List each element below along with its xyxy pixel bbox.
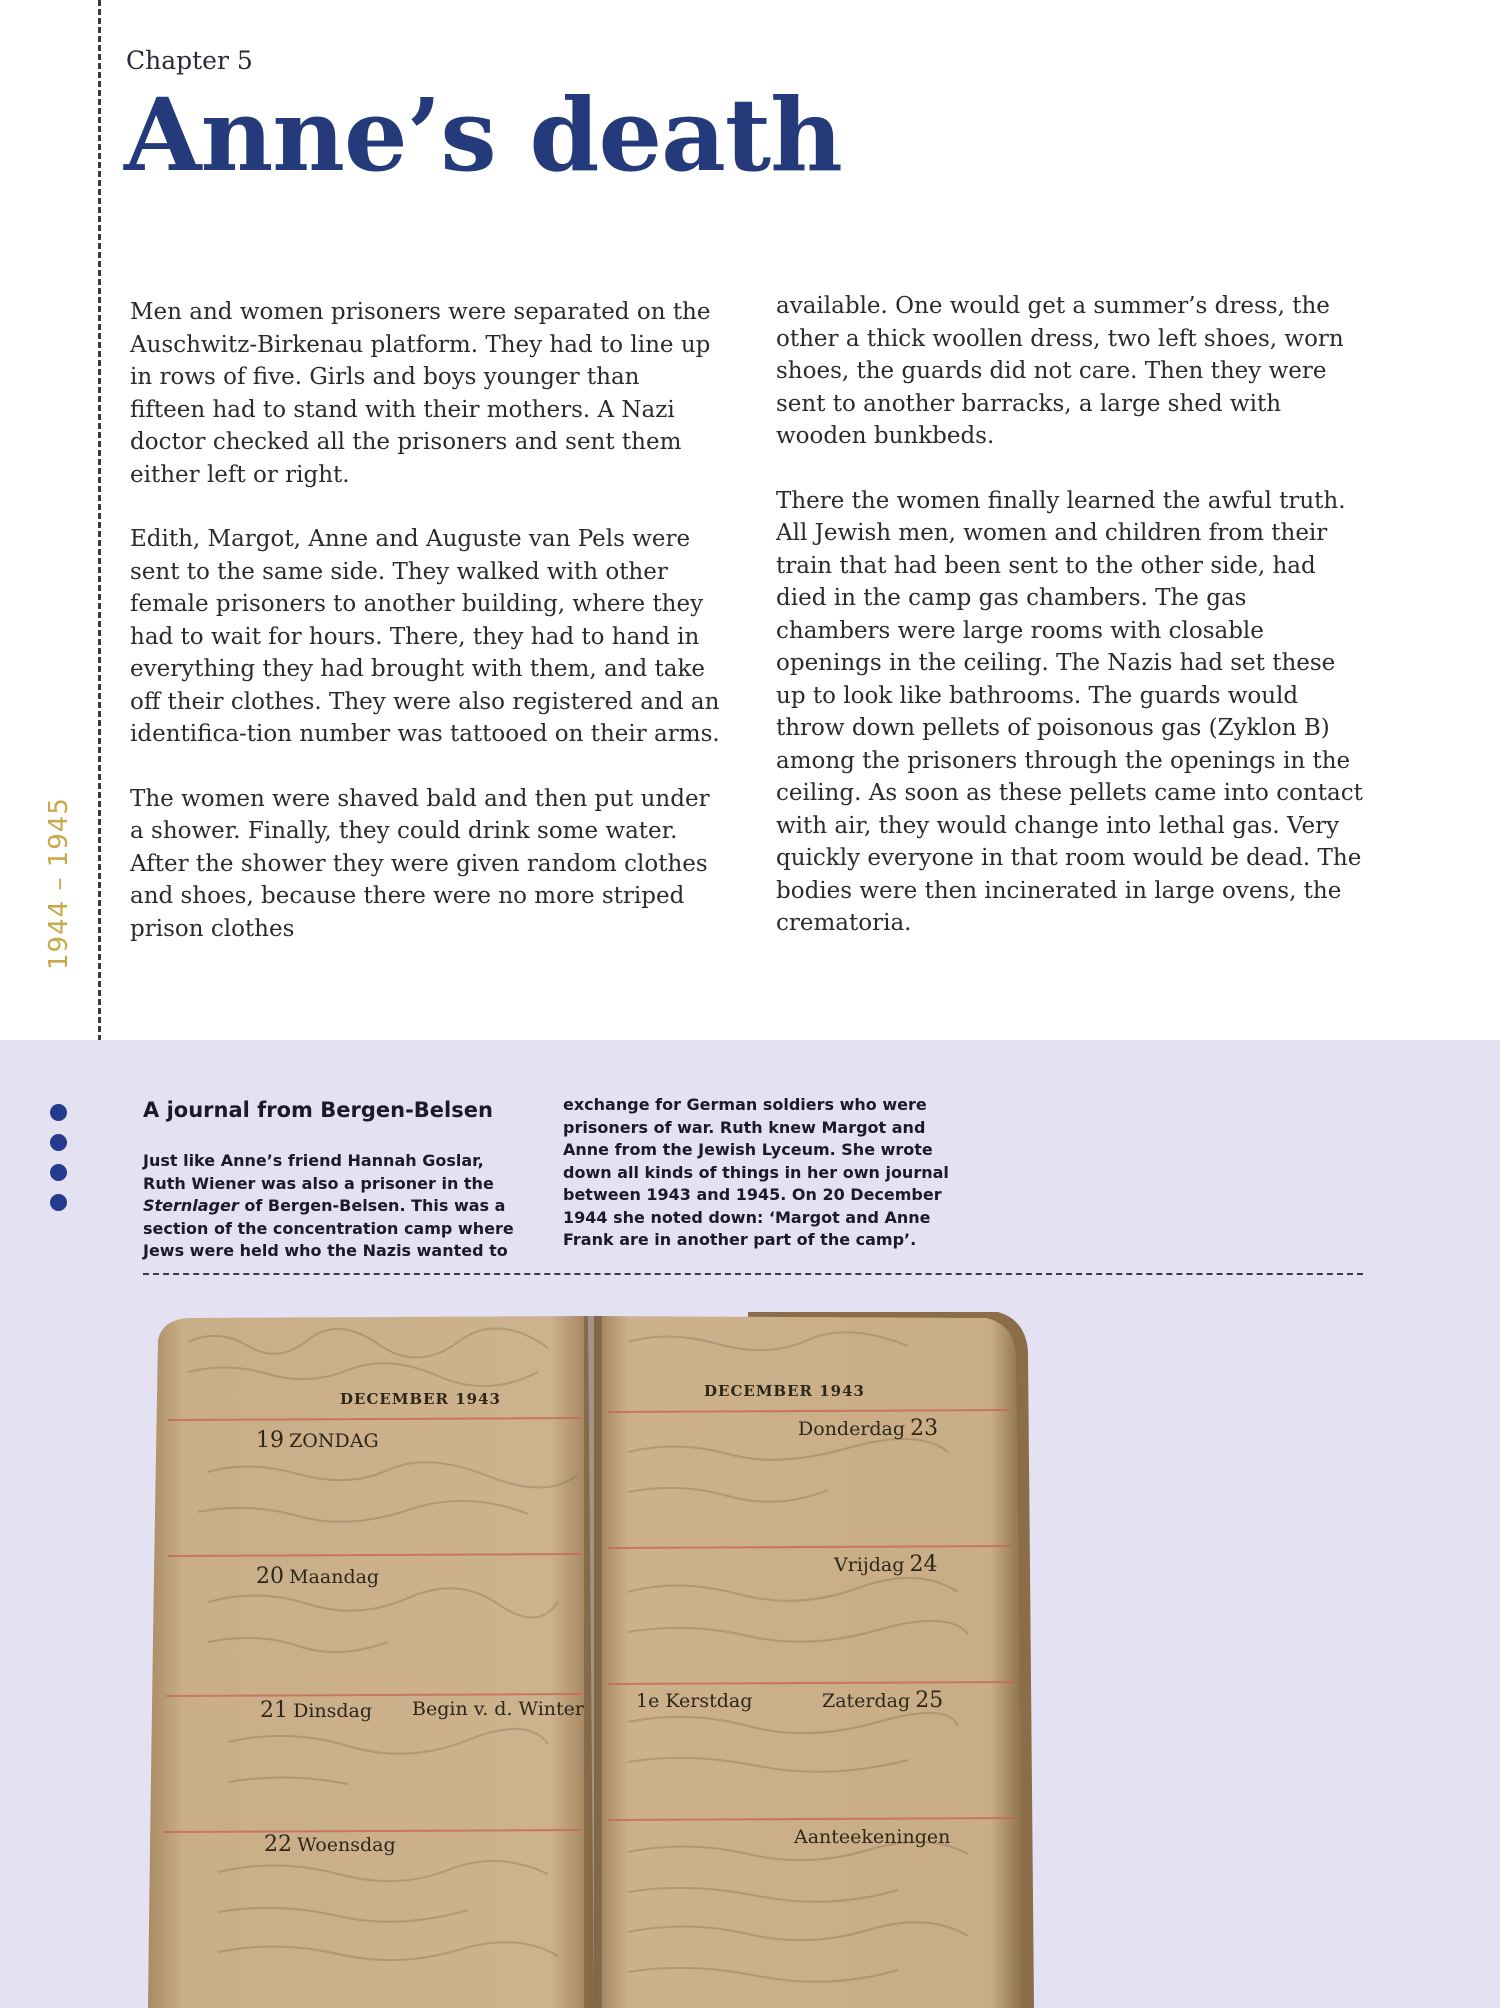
diary-day-entry	[256, 1564, 379, 1589]
diary-day-name: Woensdag	[297, 1834, 396, 1856]
diary-right-header: DECEMBER 1943	[704, 1382, 865, 1400]
chapter-label: Chapter 5	[126, 46, 253, 75]
diary-day-name: Zaterdag	[822, 1690, 911, 1712]
journal-text-part: of Bergen-Belsen. This was a section of the concentration camp where Jews were held who the Nazis wanted to	[143, 1196, 514, 1260]
journal-text-right	[563, 1094, 963, 1252]
dot-icon	[50, 1194, 67, 1211]
diary-day-number: 23	[910, 1416, 939, 1441]
diary-day-entry	[260, 1698, 372, 1723]
diary-day-note: 1e Kerstdag	[636, 1690, 753, 1712]
paragraph: The women were shaved bald and then put under a shower. Finally, they could drink some water. After the shower they were given random clothes and shoes, because there were no more striped prison clothes	[130, 785, 710, 942]
diary-day-name: Dinsdag	[293, 1700, 373, 1722]
body-column-left	[130, 296, 720, 977]
panel-dashed-rule	[143, 1273, 1363, 1275]
journal-paragraph: exchange for German soldiers who were prisoners of war. Ruth knew Margot and Anne from the Jewish Lyceum. She wrote down all kinds of things in her own journal between 1943 and 1945. On 20 December 1944 she noted down: ‘Margot and Anne Frank are in another part of the camp’.	[563, 1095, 949, 1249]
diary-day-name: Donderdag	[798, 1418, 906, 1440]
diary-day-note: Begin v. d. Winter	[412, 1698, 584, 1720]
journal-text-italic: Sternlager	[143, 1196, 239, 1215]
body-column-right	[776, 290, 1366, 972]
diary-day-name: Maandag	[289, 1566, 380, 1588]
diary-day-number: 22	[264, 1832, 292, 1857]
journal-paragraph	[143, 1150, 523, 1263]
journal-text-part: Just like Anne’s friend Hannah Goslar, Ruth Wiener was also a prisoner in the	[143, 1151, 494, 1193]
diary-day-entry	[256, 1428, 379, 1453]
chapter-title: Anne’s death	[124, 76, 842, 194]
paragraph: There the women finally learned the awful truth. All Jewish men, women and children from their train that had been sent to the other side, had died in the camp gas chambers. The gas chambers were large rooms with closable openings in the ceiling. The Nazis had set these up to look like bathrooms. The guards would throw down pellets of poisonous gas (Zyklon B) among the prisoners through the openings in the ceiling. As soon as these pellets came into contact with air, they would change into lethal gas. Very quickly everyone in that room would be dead. The bodies were then incinerated in large ovens, the crematoria.	[776, 487, 1363, 936]
diary-left-header: DECEMBER 1943	[340, 1390, 501, 1408]
dot-icon	[50, 1164, 67, 1181]
diary-day-name: Vrijdag	[834, 1554, 905, 1576]
diary-day-entry	[822, 1688, 943, 1713]
diary-day-number: 24	[909, 1552, 938, 1577]
diary-day-name: ZONDAG	[289, 1430, 379, 1452]
diary-day-number: 21	[260, 1698, 288, 1723]
diary-photo	[148, 1312, 1034, 2008]
journal-heading: A journal from Bergen-Belsen	[143, 1098, 493, 1122]
side-year-label: 1944 – 1945	[44, 797, 74, 970]
diary-day-number: 19	[256, 1428, 284, 1453]
journal-text-left	[143, 1150, 523, 1263]
paragraph: Men and women prisoners were separated on the Auschwitz-Birkenau platform. They had to line up in rows of five. Girls and boys younger than fifteen had to stand with their mothers. A Nazi doctor checked all the prisoners and sent them either left or right.	[130, 299, 711, 488]
diary-day-number: 20	[256, 1564, 284, 1589]
paragraph: Edith, Margot, Anne and Auguste van Pels were sent to the same side. They walked with other female prisoners to another building, where they had to wait for hours. There, they had to hand in everything they had brought with them, and take off their clothes. They were also registered and an identifica-tion number was tattooed on their arms.	[130, 526, 720, 747]
decorative-dots-icon	[50, 1104, 67, 1224]
diary-day-entry	[834, 1552, 938, 1577]
diary-day-number: 25	[915, 1688, 944, 1713]
diary-day-entry	[798, 1416, 938, 1441]
diary-notes-label: Aanteekeningen	[794, 1826, 951, 1848]
diary-day-entry	[264, 1832, 396, 1857]
dot-icon	[50, 1104, 67, 1121]
dot-icon	[50, 1134, 67, 1151]
paragraph: available. One would get a summer’s dress, the other a thick woollen dress, two left shoes, worn shoes, the guards did not care. Then they were sent to another barracks, a large shed with wooden bunkbeds.	[776, 293, 1344, 449]
gutter-dashed-line	[98, 0, 101, 1050]
